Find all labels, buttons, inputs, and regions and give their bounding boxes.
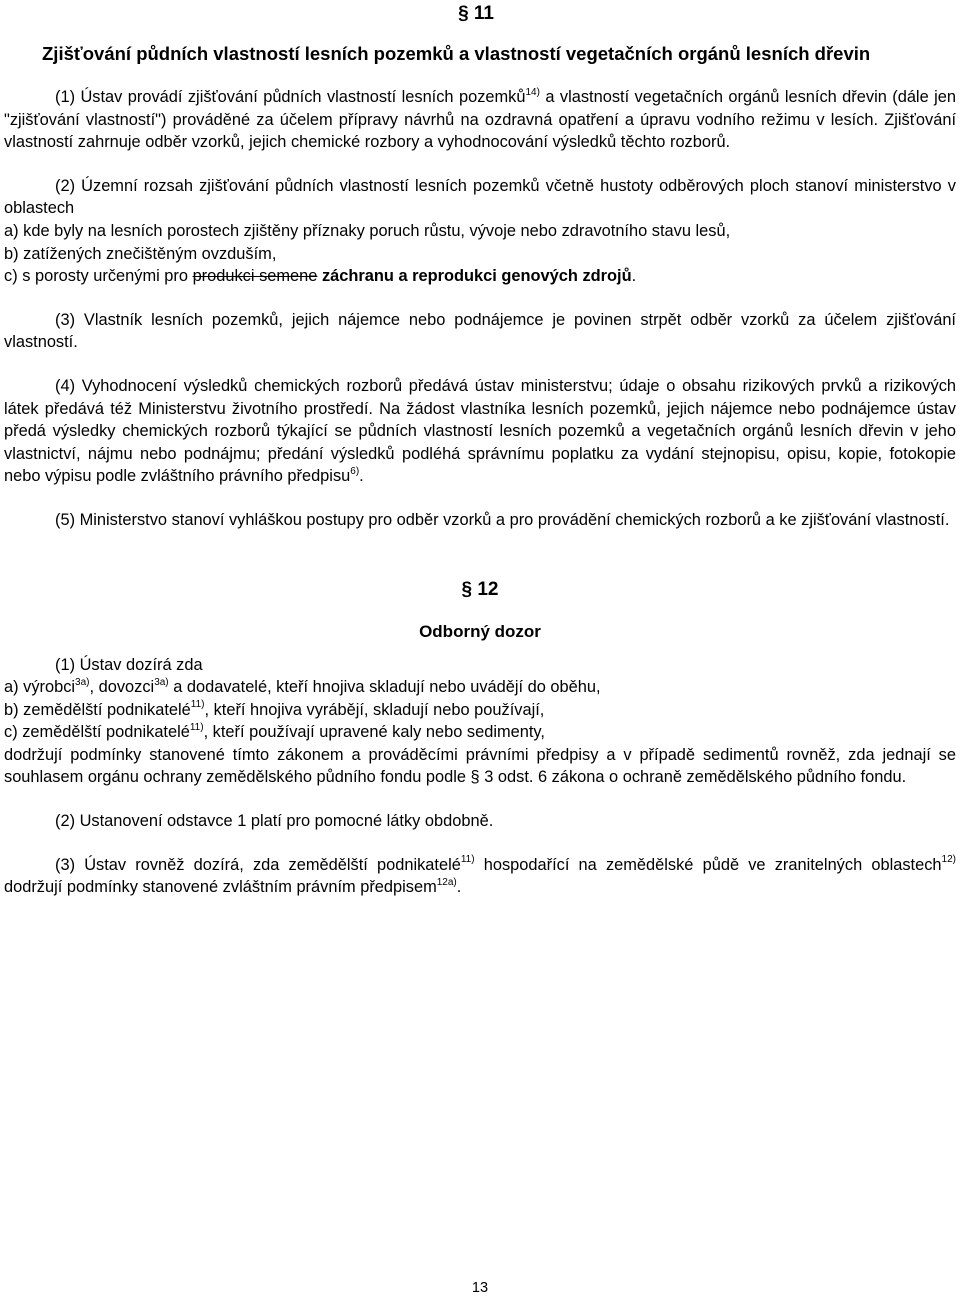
s11-paragraph-4: (4) Vyhodnocení výsledků chemických rozborů předává ústav ministerstvu; údaje o obsahu rizikových prvků a rizikových látek předává též Ministerstvu životního prostředí. Na žádost vlastníka lesních pozemků, jejich nájemce nebo podnájemce ústav předá výsledky chemických rozborů týkající se půdních vlastností lesních pozemků a vegetačních orgánů lesních dřevin v jeho vlastnictví, nájmu nebo podnájmu; předání výsledků podléhá správnímu poplatku za vydání stejnopisu, opisu, kopie, fotokopie nebo výpisu podle zvláštního právního předpisu$^{6)}$.: [4, 376, 956, 486]
s11-p2-item-c: c) s porosty určenými pro produkci semene záchranu a reprodukci genových zdrojů.: [4, 267, 637, 286]
s12-paragraph-3: (3) Ústav rovněž dozírá, zda zemědělští podnikatelé$^{11)}$ hospodařící na zemědělské půdě ve zranitelných oblastech$^{12)}$ dodržují podmínky stanovené zvláštním právním předpisem$^{12a)}$.: [4, 854, 956, 897]
page-number: 13: [471, 1280, 489, 1296]
s12-p1-item-c: c) zemědělští podnikatelé$^{11)}$, kteří používají upravené kaly nebo sedimenty,: [4, 721, 545, 742]
section-11-mark: § 11: [458, 3, 494, 24]
s11-paragraph-5: (5) Ministerstvo stanoví vyhláškou postupy pro odběr vzorků a pro provádění chemických rozborů a ke zjišťování vlastností.: [55, 510, 950, 529]
s11-paragraph-1: (1) Ústav provádí zjišťování půdních vlastností lesních pozemků$^{14)}$ a vlastností vegetačních orgánů lesních dřevin (dále jen "zjišťování vlastností") prováděné za účelem přípravy návrhů na ozdravná opatření a úpravu vodního režimu v lesích. Zjišťování vlastností zahrnuje odběr vzorků, jejich chemické rozbory a vyhodnocování výsledků těchto rozborů.: [4, 86, 956, 152]
inserted-text: záchranu a reprodukci genových zdrojů: [321, 267, 632, 286]
s12-p1-item-a: a) výrobci$^{3a)}$, dovozci$^{3a)}$ a dodavatelé, kteří hnojiva skladují nebo uvádějí do oběhu,: [4, 676, 601, 697]
s11-paragraph-3: (3) Vlastník lesních pozemků, jejich nájemce nebo podnájemce je povinen strpět odběr vzorků za účelem zjišťování vlastností.: [4, 310, 956, 352]
deleted-text: produkci semene: [192, 267, 318, 286]
section-12-title: Odborný dozor: [419, 621, 541, 641]
s11-paragraph-2: (2) Územní rozsah zjišťování půdních vlastností lesních pozemků včetně hustoty odběrových ploch stanoví ministerstvo v oblastech a) kde byly na lesních porostech zjištěny příznaky poruch růstu, vývoje nebo zdravotního stavu lesů, b) zatížených znečištěným ovzduším, c) s porosty určenými pro produkci semene záchranu a reprodukci genových zdrojů.: [4, 175, 956, 288]
s12-p1-item-b: b) zemědělští podnikatelé$^{11)}$, kteří hnojiva vyrábějí, skladují nebo používají,: [4, 699, 545, 719]
section-12-mark: § 12: [461, 578, 499, 600]
s12-p1-tail: dodržují podmínky stanovené tímto zákonem a prováděcími právními předpisy a v případě sedimentů rovněž, zda jednají se souhlasem orgánu ochrany zemědělského půdního fondu podle § 3 odst. 6 zákona o ochraně zemědělského půdního fondu.: [4, 745, 956, 787]
section-11-title: Zjišťování půdních vlastností lesních pozemků a vlastností vegetačních orgánů lesních dřevin: [42, 43, 871, 64]
s11-p2-item-a: a) kde byly na lesních porostech zjištěny příznaky poruch růstu, vývoje nebo zdravotního stavu lesů,: [4, 221, 731, 240]
s12-paragraph-1: (1) Ústav dozírá zda a) výrobci$^{3a)}$, dovozci$^{3a)}$ a dodavatelé, kteří hnojiva skladují nebo uvádějí do oběhu, b) zemědělští podnikatelé$^{11)}$, kteří hnojiva vyrábějí, skladují nebo používají, c) zemědělští podnikatelé$^{11)}$, kteří používají upravené kaly nebo sedimenty, dodržují podmínky stanovené tímto zákonem a prováděcími právními předpisy a v případě sedimentů rovněž, zda jednají se souhlasem orgánu ochrany zemědělského půdního fondu podle § 3 odst. 6 zákona o ochraně zemědělského půdního fondu.: [4, 654, 956, 790]
s11-p2-item-b: b) zatížených znečištěným ovzduším,: [4, 244, 277, 263]
s12-paragraph-2: (2) Ustanovení odstavce 1 platí pro pomocné látky obdobně.: [55, 812, 494, 831]
